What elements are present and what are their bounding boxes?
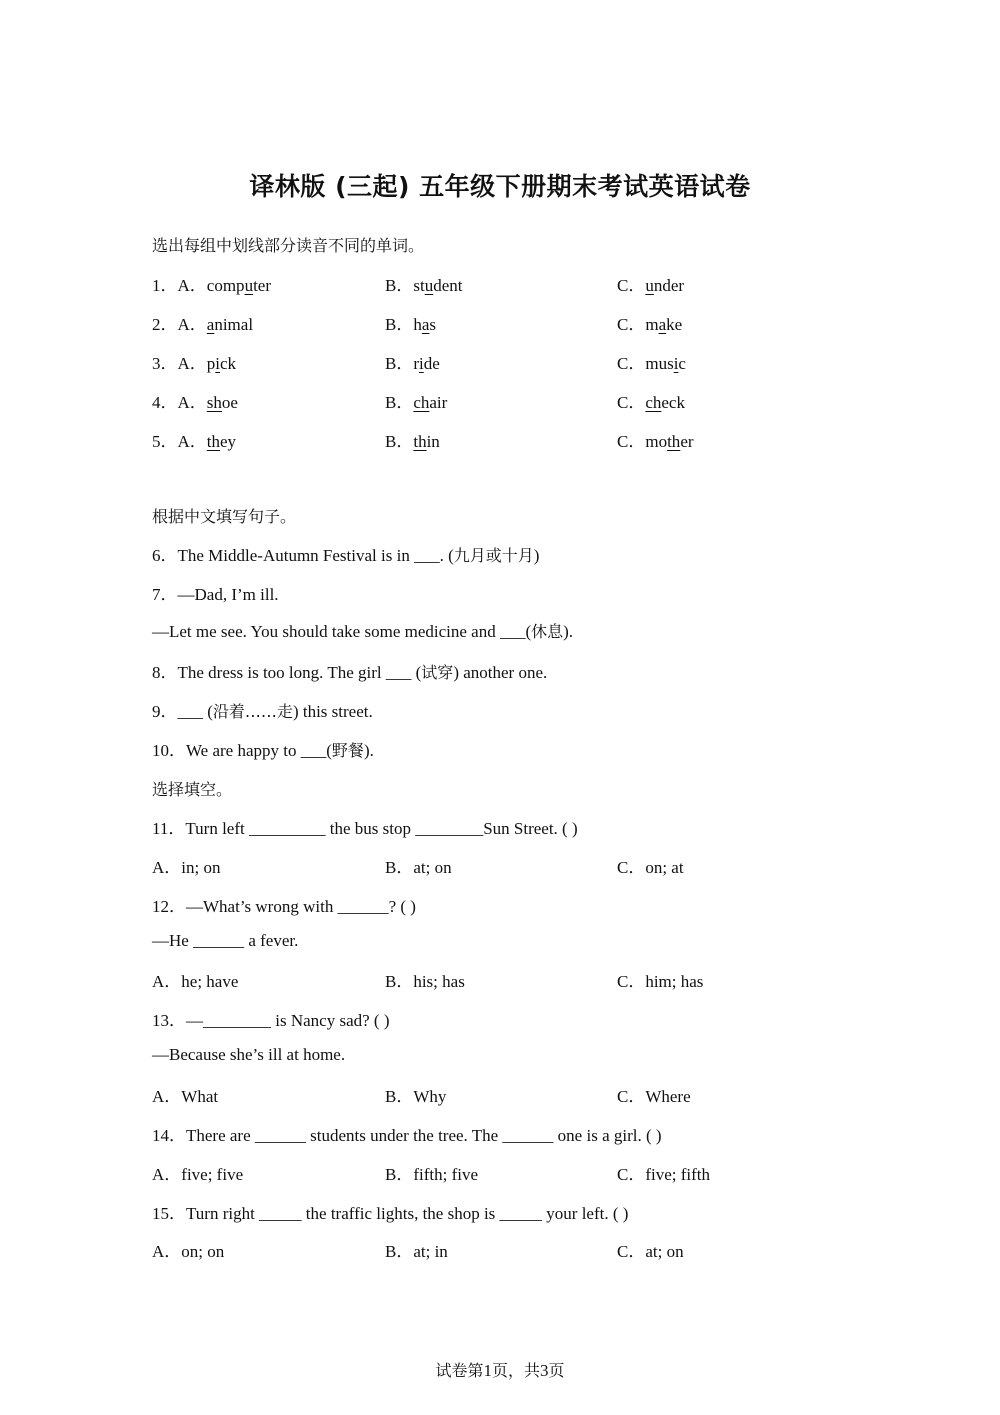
phonics-q3-option-a: 3．A．pick bbox=[152, 354, 237, 373]
question-14-option-a: A．five; five bbox=[152, 1165, 244, 1184]
page-title: 译林版 (三起) 五年级下册期末考试英语试卷 bbox=[249, 172, 751, 201]
phonics-q4-option-b: B．chair bbox=[385, 393, 448, 412]
question-8: 8．The dress is too long. The girl ___ (试穿) another one. bbox=[152, 663, 548, 682]
section-heading-choice: 选择填空。 bbox=[152, 780, 233, 799]
question-11: 11．Turn left _________ the bus stop ________Sun Street. ( ) bbox=[152, 819, 578, 838]
question-11-option-b: B．at; on bbox=[385, 858, 452, 877]
question-12-option-b: B．his; has bbox=[385, 972, 465, 991]
question-14-option-b: B．fifth; five bbox=[385, 1165, 479, 1184]
phonics-q3-option-c: C．music bbox=[617, 354, 686, 373]
phonics-q4-option-a: 4．A．shoe bbox=[152, 393, 238, 412]
page-footer: 试卷第1页，共3页 bbox=[435, 1361, 565, 1380]
section-heading-phonics: 选出每组中划线部分读音不同的单词。 bbox=[152, 236, 425, 255]
question-9: 9．___ (沿着……走) this street. bbox=[152, 702, 373, 721]
question-14-option-c: C．five; fifth bbox=[617, 1165, 711, 1184]
section-heading-fill: 根据中文填写句子。 bbox=[152, 507, 297, 526]
question-12-option-c: C．him; has bbox=[617, 972, 704, 991]
phonics-q5-option-b: B．thin bbox=[385, 432, 440, 451]
question-12-response: —He ______ a fever. bbox=[152, 931, 299, 950]
question-13-option-a: A．What bbox=[152, 1087, 219, 1106]
phonics-q1-option-c: C．under bbox=[617, 276, 685, 295]
phonics-q1-option-a: 1．A．computer bbox=[152, 276, 271, 295]
phonics-q2-option-c: C．make bbox=[617, 315, 683, 334]
question-13-option-b: B．Why bbox=[385, 1087, 447, 1106]
phonics-q2-option-a: 2．A．animal bbox=[152, 315, 254, 334]
question-12-prompt: 12．—What’s wrong with ______? ( ) bbox=[152, 897, 416, 916]
phonics-q3-option-b: B．ride bbox=[385, 354, 440, 373]
question-11-option-c: C．on; at bbox=[617, 858, 684, 877]
question-15-option-c: C．at; on bbox=[617, 1242, 684, 1261]
phonics-q5-option-a: 5．A．they bbox=[152, 432, 237, 451]
phonics-q1-option-b: B．student bbox=[385, 276, 463, 295]
phonics-q2-option-b: B．has bbox=[385, 315, 437, 334]
phonics-q4-option-c: C．check bbox=[617, 393, 685, 412]
question-13-prompt: 13．—________ is Nancy sad? ( ) bbox=[152, 1011, 390, 1030]
question-14: 14．There are ______ students under the tree. The ______ one is a girl. ( ) bbox=[152, 1126, 662, 1145]
question-13-response: —Because she’s ill at home. bbox=[152, 1045, 346, 1064]
question-15: 15．Turn right _____ the traffic lights, the shop is _____ your left. ( ) bbox=[152, 1204, 629, 1223]
question-10: 10．We are happy to ___(野餐). bbox=[152, 741, 374, 760]
phonics-q5-option-c: C．mother bbox=[617, 432, 694, 451]
question-7-prompt: 7．—Dad, I’m ill. bbox=[152, 585, 279, 604]
question-6: 6．The Middle-Autumn Festival is in ___. (九月或十月) bbox=[152, 546, 540, 565]
question-15-option-b: B．at; in bbox=[385, 1242, 448, 1261]
question-15-option-a: A．on; on bbox=[152, 1242, 225, 1261]
question-7-response: —Let me see. You should take some medicine and ___(休息). bbox=[152, 622, 574, 641]
question-12-option-a: A．he; have bbox=[152, 972, 239, 991]
question-11-option-a: A．in; on bbox=[152, 858, 221, 877]
question-13-option-c: C．Where bbox=[617, 1087, 691, 1106]
